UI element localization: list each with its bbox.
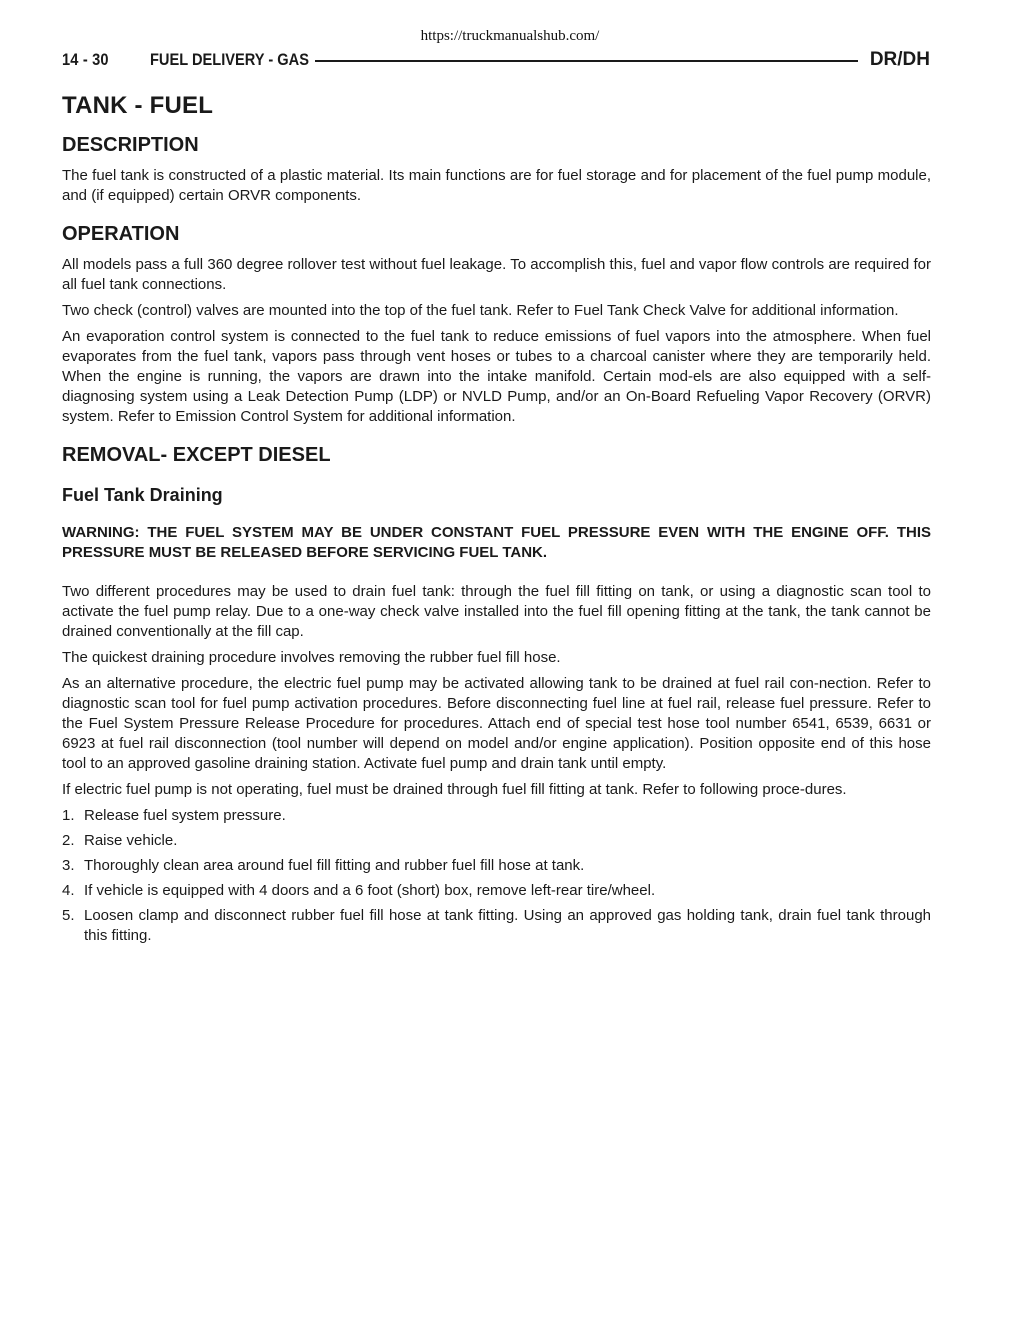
operation-paragraph: Two check (control) valves are mounted into the top of the fuel tank. Refer to Fuel Tank Check Valve for additional information. [62, 302, 899, 319]
step-text: If vehicle is equipped with 4 doors and a 6 foot (short) box, remove left-rear tire/wheel. [84, 882, 656, 899]
step-text: Loosen clamp and disconnect rubber fuel fill hose at tank fitting. Using an approved gas holding tank, drain fuel tank through this fitting. [84, 907, 931, 944]
header-rule [315, 60, 858, 62]
removal-section [62, 444, 931, 946]
step-number: 3. [62, 857, 75, 874]
step-number: 5. [62, 907, 75, 924]
description-section [62, 134, 931, 206]
description-heading: DESCRIPTION [62, 134, 199, 156]
removal-heading: REMOVAL- EXCEPT DIESEL [62, 444, 331, 466]
source-url: https://truckmanualshub.com/ [420, 28, 600, 44]
list-item [62, 806, 931, 826]
operation-paragraph: An evaporation control system is connected to the fuel tank to reduce emissions of fuel vapors into the atmosphere. When fuel evaporates from the fuel tank, vapors pass through vent hoses or tubes to a charcoal canister where they are temporarily held. When the engine is running, the vapors are drawn into the intake manifold. Certain mod-els are also equipped with a self-diagnosing system using a Leak Detection Pump (LDP) or NVLD Pump, and/or an On-Board Refueling Vapor Recovery (ORVR) system. Refer to Emission Control System for additional information. [62, 328, 931, 425]
operation-paragraph: All models pass a full 360 degree rollover test without fuel leakage. To accomplish this, fuel and vapor flow controls are required for all fuel tank connections. [62, 256, 931, 293]
warning-text: WARNING: THE FUEL SYSTEM MAY BE UNDER CONSTANT FUEL PRESSURE EVEN WITH THE ENGINE OFF. THIS PRESSURE MUST BE RELEASED BEFORE SERVICING FUEL TANK. [62, 524, 931, 561]
page-number: 14 - 30 [62, 50, 109, 69]
list-item [62, 831, 931, 851]
step-text: Release fuel system pressure. [84, 807, 286, 824]
step-number: 1. [62, 807, 75, 824]
removal-paragraph: The quickest draining procedure involves removing the rubber fuel fill hose. [62, 649, 561, 666]
operation-section [62, 223, 931, 427]
list-item [62, 881, 931, 901]
draining-subheading: Fuel Tank Draining [62, 485, 223, 505]
removal-paragraph: If electric fuel pump is not operating, fuel must be drained through fuel fill fitting at tank. Refer to following proce-dures. [62, 781, 847, 798]
step-number: 2. [62, 832, 75, 849]
operation-heading: OPERATION [62, 223, 180, 245]
section-title: FUEL DELIVERY - GAS [150, 50, 309, 69]
model-code: DR/DH [869, 49, 930, 70]
page-title: TANK - FUEL [62, 92, 214, 119]
removal-paragraph: Two different procedures may be used to drain fuel tank: through the fuel fill fitting on tank, or using a diagnostic scan tool to activate the fuel pump relay. Due to a one-way check valve installed into the fuel fill opening fitting at the tank, the tank cannot be drained conventionally at the fill cap. [62, 583, 931, 640]
removal-paragraph: As an alternative procedure, the electric fuel pump may be activated allowing tank to be drained at fuel rail con-nection. Refer to diagnostic scan tool for fuel pump activation procedures. Before disconnecting fuel line at fuel rail, release fuel pressure. Refer to the Fuel System Pressure Release Procedure for procedures. Attach end of special test hose tool number 6541, 6539, 6631 or 6923 at fuel rail disconnection (tool number will depend on model and/or engine application). Position opposite end of this hose tool to an approved gasoline draining station. Activate fuel pump and drain tank until empty. [62, 675, 931, 772]
step-number: 4. [62, 882, 75, 899]
procedure-steps [62, 806, 931, 946]
description-paragraph: The fuel tank is constructed of a plastic material. Its main functions are for fuel storage and for placement of the fuel pump module, and (if equipped) certain ORVR components. [62, 167, 931, 204]
page-body [62, 86, 931, 963]
step-text: Raise vehicle. [84, 832, 178, 849]
list-item [62, 906, 931, 946]
step-text: Thoroughly clean area around fuel fill fitting and rubber fuel fill hose at tank. [84, 857, 585, 874]
list-item [62, 856, 931, 876]
running-header [62, 48, 930, 72]
